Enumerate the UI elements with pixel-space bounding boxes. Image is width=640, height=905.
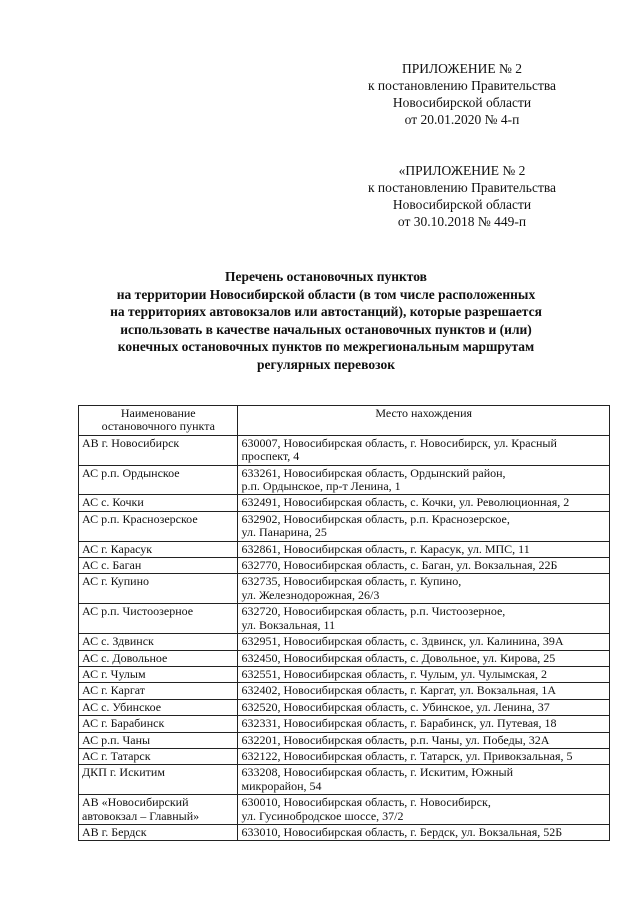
stop-location-cell — [238, 765, 610, 795]
stop-name-cell — [79, 699, 238, 715]
appendix-line: к постановлению Правительства — [367, 180, 557, 195]
cell-line: 633208, Новосибирская область, г. Искитим, Южный — [241, 765, 514, 780]
stop-location-cell — [238, 495, 610, 511]
stop-name-cell — [79, 495, 238, 511]
cell-line: АС с. Здвинск — [82, 634, 154, 649]
cell-line: 632491, Новосибирская область, с. Кочки, ул. Революционная, 2 — [241, 495, 570, 510]
title-line: конечных остановочных пунктов по межрегиональным маршрутам — [117, 339, 535, 354]
cell-line: АВ г. Бердск — [82, 824, 147, 839]
stop-name-cell — [79, 795, 238, 825]
stop-name-cell — [79, 574, 238, 604]
cell-line: 632520, Новосибирская область, с. Убинское, ул. Ленина, 37 — [241, 699, 550, 714]
cell-line: АС г. Каргат — [82, 683, 145, 698]
cell-line: ДКП г. Искитим — [82, 765, 165, 780]
cell-line: 632450, Новосибирская область, с. Довольное, ул. Кирова, 25 — [241, 650, 556, 665]
stop-name-cell — [79, 558, 238, 574]
stop-location-cell — [238, 604, 610, 634]
cell-line: 632402, Новосибирская область, г. Каргат, ул. Вокзальная, 1А — [241, 683, 557, 698]
header-line: остановочного пункта — [101, 419, 215, 434]
document-title — [70, 268, 582, 373]
appendix-line: «ПРИЛОЖЕНИЕ № 2 — [398, 163, 526, 178]
table-row — [79, 634, 610, 650]
table-header-row — [79, 406, 610, 436]
table-row — [79, 716, 610, 732]
stop-location-cell — [238, 541, 610, 557]
cell-line: АС с. Убинское — [82, 699, 162, 714]
table-row — [79, 558, 610, 574]
table-row — [79, 748, 610, 764]
stop-location-cell — [238, 650, 610, 666]
header-location — [238, 406, 610, 436]
stop-location-cell — [238, 699, 610, 715]
cell-line: 632902, Новосибирская область, р.п. Краснозерское, — [241, 511, 510, 526]
table-row — [79, 465, 610, 495]
cell-line: 630007, Новосибирская область, г. Новосибирск, ул. Красный — [241, 435, 557, 450]
stop-name-cell — [79, 765, 238, 795]
cell-line: 632861, Новосибирская область, г. Карасук, ул. МПС, 11 — [241, 541, 530, 556]
cell-line: микрорайон, 54 — [241, 778, 322, 793]
appendix-header-original — [342, 162, 582, 230]
stop-name-cell — [79, 732, 238, 748]
table-row — [79, 824, 610, 840]
table-row — [79, 765, 610, 795]
cell-line: автовокзал – Главный» — [82, 808, 200, 823]
stops-table-body — [79, 435, 610, 841]
cell-line: 633261, Новосибирская область, Ордынский район, — [241, 465, 506, 480]
table-row — [79, 604, 610, 634]
cell-line: АС г. Барабинск — [82, 716, 165, 731]
cell-line: АС р.п. Ордынское — [82, 465, 180, 480]
cell-line: АС г. Татарск — [82, 748, 151, 763]
stop-location-cell — [238, 574, 610, 604]
cell-line: АС с. Довольное — [82, 650, 168, 665]
cell-line: ул. Вокзальная, 11 — [241, 617, 336, 632]
table-row — [79, 495, 610, 511]
stop-location-cell — [238, 558, 610, 574]
cell-line: 632551, Новосибирская область, г. Чулым, ул. Чулымская, 2 — [241, 666, 547, 681]
stop-name-cell — [79, 465, 238, 495]
cell-line: АС р.п. Чистоозерное — [82, 604, 194, 619]
cell-line: 632122, Новосибирская область, г. Татарск, ул. Привокзальная, 5 — [241, 748, 573, 763]
table-row — [79, 650, 610, 666]
cell-line: ул. Гусинобродское шоссе, 37/2 — [241, 808, 404, 823]
cell-line: 632770, Новосибирская область, с. Баган, ул. Вокзальная, 22Б — [241, 558, 558, 573]
stop-location-cell — [238, 824, 610, 840]
header-line: Наименование — [120, 406, 196, 420]
cell-line: р.п. Ордынское, пр-т Ленина, 1 — [241, 479, 401, 494]
stop-location-cell — [238, 435, 610, 465]
stop-location-cell — [238, 683, 610, 699]
stop-name-cell — [79, 604, 238, 634]
appendix-line: от 30.10.2018 № 449-п — [397, 214, 527, 229]
table-row — [79, 732, 610, 748]
appendix-header-current — [342, 60, 582, 128]
cell-line: АС с. Кочки — [82, 495, 144, 510]
cell-line: АС г. Купино — [82, 574, 150, 589]
stop-location-cell — [238, 795, 610, 825]
stop-name-cell — [79, 716, 238, 732]
cell-line: АВ г. Новосибирск — [82, 435, 180, 450]
appendix-line: Новосибирской области — [392, 95, 532, 110]
stop-name-cell — [79, 683, 238, 699]
appendix-line: к постановлению Правительства — [367, 78, 557, 93]
appendix-line: ПРИЛОЖЕНИЕ № 2 — [401, 61, 523, 76]
header-stop-name — [79, 406, 238, 436]
stop-name-cell — [79, 634, 238, 650]
table-row — [79, 574, 610, 604]
stop-name-cell — [79, 650, 238, 666]
cell-line: АВ «Новосибирский — [82, 795, 189, 810]
cell-line: ул. Панарина, 25 — [241, 525, 327, 540]
cell-line: 632201, Новосибирская область, р.п. Чаны, ул. Победы, 32А — [241, 732, 550, 747]
cell-line: ул. Железнодорожная, 26/3 — [241, 587, 380, 602]
cell-line: 630010, Новосибирская область, г. Новосибирск, — [241, 795, 491, 810]
title-line: на территориях автовокзалов или автостанций), которые разрешается — [110, 304, 542, 319]
cell-line: 632331, Новосибирская область, г. Барабинск, ул. Путевая, 18 — [241, 716, 557, 731]
title-line: использовать в качестве начальных остановочных пунктов и (или) — [120, 321, 532, 337]
cell-line: 632735, Новосибирская область, г. Купино, — [241, 574, 462, 589]
title-line: на территории Новосибирской области (в том числе расположенных — [116, 286, 536, 302]
stop-location-cell — [238, 732, 610, 748]
table-row — [79, 541, 610, 557]
appendix-line: Новосибирской области — [392, 197, 532, 212]
stop-location-cell — [238, 666, 610, 682]
stop-location-cell — [238, 748, 610, 764]
appendix-line: от 20.01.2020 № 4-п — [404, 112, 520, 127]
cell-line: АС с. Баган — [82, 558, 142, 573]
title-line: регулярных перевозок — [257, 356, 395, 372]
stop-name-cell — [79, 666, 238, 682]
table-row — [79, 666, 610, 682]
table-row — [79, 699, 610, 715]
table-row — [79, 795, 610, 825]
cell-line: 632720, Новосибирская область, р.п. Чистоозерное, — [241, 604, 506, 619]
cell-line: АС р.п. Краснозерское — [82, 511, 198, 526]
stop-name-cell — [79, 541, 238, 557]
stops-table — [78, 405, 610, 841]
stop-name-cell — [79, 435, 238, 465]
stop-location-cell — [238, 465, 610, 495]
table-row — [79, 683, 610, 699]
header-line: Место нахождения — [375, 406, 473, 420]
stop-name-cell — [79, 824, 238, 840]
cell-line: 632951, Новосибирская область, с. Здвинск, ул. Калинина, 39А — [241, 634, 564, 649]
cell-line: проспект, 4 — [241, 449, 300, 464]
title-line: Перечень остановочных пунктов — [225, 269, 427, 284]
stop-location-cell — [238, 511, 610, 541]
cell-line: АС р.п. Чаны — [82, 732, 151, 747]
stop-location-cell — [238, 716, 610, 732]
cell-line: 633010, Новосибирская область, г. Бердск, ул. Вокзальная, 52Б — [241, 824, 563, 839]
stop-name-cell — [79, 511, 238, 541]
stop-name-cell — [79, 748, 238, 764]
table-row — [79, 511, 610, 541]
table-row — [79, 435, 610, 465]
cell-line: АС г. Карасук — [82, 541, 153, 556]
stop-location-cell — [238, 634, 610, 650]
cell-line: АС г. Чулым — [82, 666, 146, 681]
